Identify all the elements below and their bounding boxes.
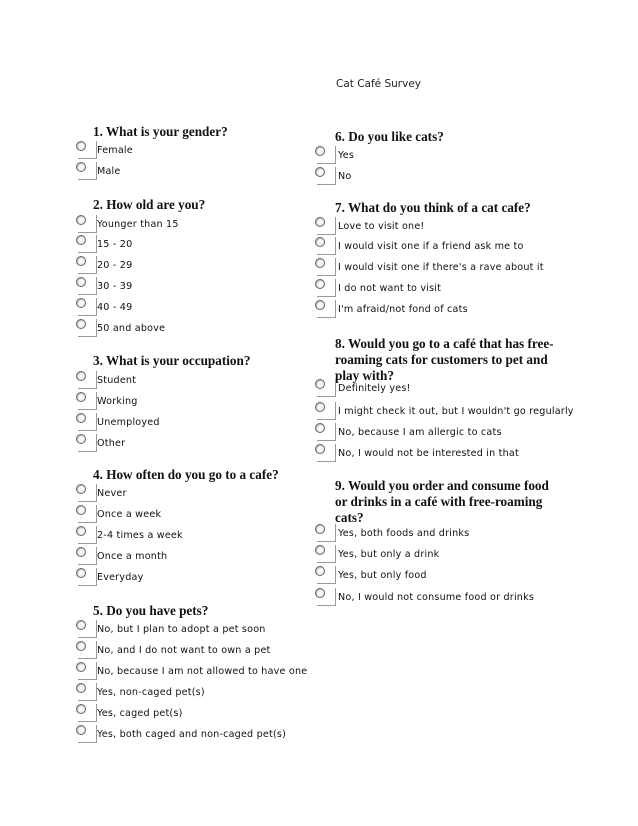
- question-9-title-line: or drinks in a café with free-roaming: [335, 494, 543, 509]
- option-label: Yes, both foods and drinks: [338, 528, 470, 539]
- option-label: Yes, non-caged pet(s): [97, 687, 205, 698]
- field-bracket: [78, 683, 97, 701]
- question-2-title: 2. How old are you?: [93, 197, 206, 212]
- option-label: Other: [97, 438, 126, 449]
- option-label: No, but I plan to adopt a pet soon: [97, 624, 266, 635]
- option-label: 20 - 29: [97, 260, 133, 271]
- field-bracket: [78, 620, 97, 638]
- option-label: 2-4 times a week: [97, 530, 183, 541]
- field-bracket: [78, 505, 97, 523]
- field-bracket: [78, 662, 97, 680]
- field-bracket: [78, 277, 97, 295]
- field-bracket: [317, 402, 336, 420]
- field-bracket: [317, 146, 336, 164]
- field-bracket: [317, 379, 336, 397]
- field-bracket: [78, 392, 97, 410]
- option-label: I'm afraid/not fond of cats: [338, 304, 468, 315]
- option-label: No, and I do not want to own a pet: [97, 645, 271, 656]
- field-bracket: [78, 256, 97, 274]
- option-label: I would visit one if there's a rave about it: [338, 262, 544, 273]
- field-bracket: [78, 298, 97, 316]
- option-label: Unemployed: [97, 417, 160, 428]
- question-9-title: [335, 478, 549, 526]
- field-bracket: [78, 413, 97, 431]
- option-label: Never: [97, 488, 127, 499]
- field-bracket: [78, 162, 97, 180]
- field-bracket: [317, 258, 336, 276]
- option-label: Student: [97, 375, 137, 386]
- field-bracket: [78, 235, 97, 253]
- field-bracket: [317, 444, 336, 462]
- field-bracket: [78, 725, 97, 743]
- option-label: No, because I am not allowed to have one: [97, 666, 308, 677]
- question-4-title: 4. How often do you go to a cafe?: [93, 467, 279, 482]
- option-label: Definitely yes!: [338, 383, 411, 394]
- field-bracket: [317, 279, 336, 297]
- option-label: I would visit one if a friend ask me to: [338, 241, 524, 252]
- option-label: 30 - 39: [97, 281, 133, 292]
- option-label: 50 and above: [97, 323, 166, 334]
- question-9-title-line: 9. Would you order and consume food: [335, 478, 549, 493]
- option-label: Yes, caged pet(s): [97, 708, 183, 719]
- question-8-title-line: 8. Would you go to a café that has free-: [335, 336, 554, 351]
- option-label: Love to visit one!: [338, 221, 425, 232]
- field-bracket: [78, 484, 97, 502]
- field-bracket: [317, 545, 336, 563]
- question-8-title: [335, 336, 554, 384]
- question-6-title: 6. Do you like cats?: [335, 129, 444, 144]
- question-9-title-line: cats?: [335, 510, 364, 525]
- field-bracket: [78, 319, 97, 337]
- field-bracket: [317, 423, 336, 441]
- field-bracket: [78, 371, 97, 389]
- option-label: Yes, but only a drink: [338, 549, 440, 560]
- option-label: Female: [97, 145, 133, 156]
- option-label: Yes, but only food: [338, 570, 427, 581]
- option-label: I do not want to visit: [338, 283, 442, 294]
- option-label: 40 - 49: [97, 302, 133, 313]
- field-bracket: [78, 141, 97, 159]
- field-bracket: [78, 704, 97, 722]
- question-8-title-line: play with?: [335, 368, 394, 383]
- field-bracket: [78, 215, 97, 233]
- option-label: No: [338, 171, 352, 182]
- field-bracket: [317, 566, 336, 584]
- field-bracket: [317, 237, 336, 255]
- option-label: Everyday: [97, 572, 144, 583]
- field-bracket: [317, 524, 336, 542]
- question-5-title: 5. Do you have pets?: [93, 603, 209, 618]
- question-8-title-line: roaming cats for customers to pet and: [335, 352, 548, 367]
- field-bracket: [78, 526, 97, 544]
- field-bracket: [317, 588, 336, 606]
- field-bracket: [78, 434, 97, 452]
- field-bracket: [317, 300, 336, 318]
- option-label: 15 - 20: [97, 239, 133, 250]
- option-label: Yes, both caged and non-caged pet(s): [97, 729, 287, 740]
- field-bracket: [317, 167, 336, 185]
- option-label: Male: [97, 166, 121, 177]
- field-bracket: [317, 217, 336, 235]
- option-label: Younger than 15: [97, 219, 179, 230]
- option-label: Once a week: [97, 509, 162, 520]
- field-bracket: [78, 547, 97, 565]
- field-bracket: [78, 568, 97, 586]
- question-3-title: 3. What is your occupation?: [93, 353, 251, 368]
- option-label: Yes: [338, 150, 355, 161]
- option-label: Working: [97, 396, 138, 407]
- survey-title: Cat Café Survey: [336, 78, 422, 90]
- option-label: No, I would not be interested in that: [338, 448, 519, 459]
- option-label: No, I would not consume food or drinks: [338, 592, 535, 603]
- question-1-title: 1. What is your gender?: [93, 124, 228, 139]
- option-label: Once a month: [97, 551, 168, 562]
- question-7-title: 7. What do you think of a cat cafe?: [335, 200, 531, 215]
- option-label: No, because I am allergic to cats: [338, 427, 502, 438]
- field-bracket: [78, 641, 97, 659]
- option-label: I might check it out, but I wouldn't go regularly: [338, 406, 574, 417]
